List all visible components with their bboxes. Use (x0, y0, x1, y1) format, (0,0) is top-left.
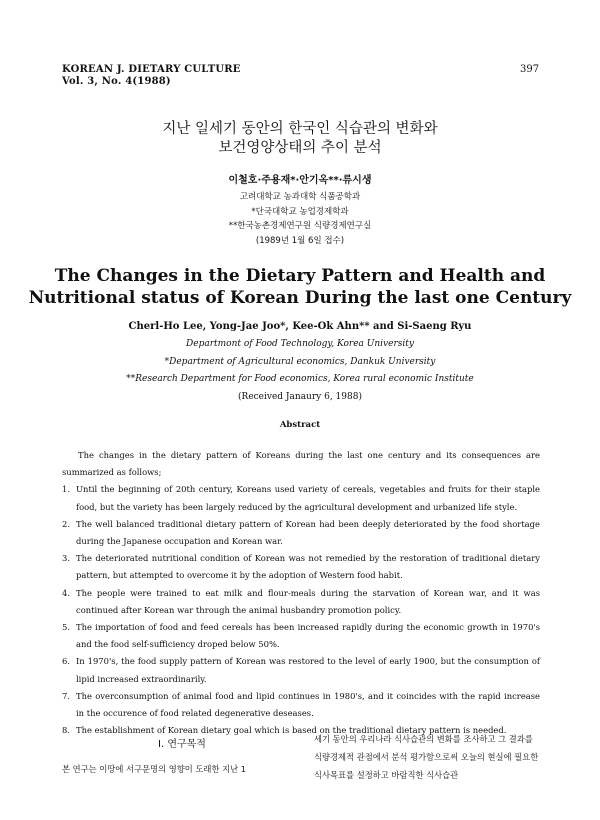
korean-affiliation: **한국농촌경제연구원 식량경제연구실 (228, 221, 372, 231)
korean-title-line1: 지난 일세기 동안의 한국인 식습관의 변화와 (162, 121, 438, 137)
korean-authors: 이철호·주용재*·안기옥**·류시생 (228, 175, 372, 186)
korean-affiliations (0, 190, 600, 248)
section-heading: Ⅰ. 연구목적 (158, 739, 206, 750)
item-number: 5. (62, 622, 70, 633)
abstract-body (62, 447, 540, 739)
korean-affiliation: *단국대학교 농업경제학과 (251, 206, 349, 217)
english-affiliations (0, 336, 600, 406)
english-authors: Cherl-Ho Lee, Yong-Jae Joo*, Kee-Ok Ahn** and Si-Saeng Ryu (128, 321, 472, 332)
item-number: 3. (62, 553, 70, 564)
english-affiliation: Departmont of Food Technology, Korea University (186, 339, 414, 349)
abstract-item (62, 619, 540, 653)
item-number: 6. (62, 656, 70, 667)
abstract-item (62, 653, 540, 687)
korean-title (0, 120, 600, 158)
abstract-heading: Abstract (279, 420, 321, 430)
body-text-left: 본 연구는 이땅에 서구문명의 영향이 도래한 지난 1 (62, 764, 247, 774)
english-title-line1: The Changes in the Dietary Pattern and Health and (54, 266, 546, 286)
abstract-item (62, 481, 540, 515)
journal-header (62, 64, 241, 88)
english-affiliation: **Research Department for Food economics, Korea rural economic Institute (126, 374, 474, 384)
body-column-right: 세기 동안의 우리나라 식사습관의 변화를 조사하고 그 결과를 식량경제적 관점에서 분석 평가함으로써 오늘의 현실에 필요한 식사목표를 설정하고 바람직한 식사습관 (314, 734, 539, 780)
abstract-intro: The changes in the dietary pattern of Koreans during the last one century and its consequences are summarized as follows; (62, 450, 540, 478)
korean-title-line2: 보건영양상태의 추이 분석 (218, 140, 382, 156)
item-text: Until the beginning of 20th century, Koreans used variety of cereals, vegetables and fruits for their staple food, but the variety has been largely reduced by the agricultural development and urbanized life style. (76, 484, 540, 512)
english-received: (Received Janaury 6, 1988) (238, 391, 362, 402)
journal-name: KOREAN J. DIETARY CULTURE (62, 64, 241, 75)
item-number: 1. (62, 484, 70, 495)
abstract-item (62, 550, 540, 584)
korean-received: (1989년 1월 6일 접수) (255, 235, 345, 246)
item-text: The people were trained to eat milk and flour-meals during the starvation of Korean war, and it was continued after Korean war through the animal husbandry promotion policy. (76, 587, 540, 615)
abstract-list (62, 481, 540, 739)
page-number: 397 (520, 64, 540, 75)
item-text: The deteriorated nutritional condition of Korean was not remedied by the restoration of traditional dietary pattern, but attempted to overcome it by the adoption of Western food habit. (76, 553, 540, 581)
item-number: 8. (62, 725, 70, 736)
item-number: 7. (62, 690, 70, 701)
body-column-left (62, 735, 302, 778)
item-text: The overconsumption of animal food and lipid continues in 1980's, and it coincides with the rapid increase in the occurence of food related degenerative deseases. (76, 690, 540, 719)
journal-volume: Vol. 3, No. 4(1988) (62, 76, 171, 87)
item-text: The importation of food and feed cereals has been increased rapidly during the economic growth in 1970's and the food self-sufficiency droped below 50%. (76, 622, 540, 650)
item-text: The establishment of Korean dietary goal which is based on the traditional dietary pattern is needed. (76, 725, 507, 736)
item-number: 2. (62, 518, 70, 529)
abstract-item (62, 585, 540, 619)
item-text: The well balanced traditional dietary pattern of Korean had been deeply deteriorated by the food shortage during the Japanese occupation and Korean war. (76, 518, 540, 547)
item-number: 4. (62, 587, 70, 598)
english-title (0, 265, 600, 309)
abstract-item (62, 688, 540, 722)
item-text: In 1970's, the food supply pattern of Korean was restored to the level of early 1900, but the consumption of lipid increased extraordinarily. (76, 656, 540, 684)
abstract-item (62, 516, 540, 550)
english-title-line2: Nutritional status of Korean During the last one Century (28, 288, 572, 308)
english-affiliation: *Department of Agricultural economics, Dankuk University (164, 356, 436, 367)
korean-affiliation: 고려대학교 농과대학 식품공학과 (239, 192, 361, 202)
